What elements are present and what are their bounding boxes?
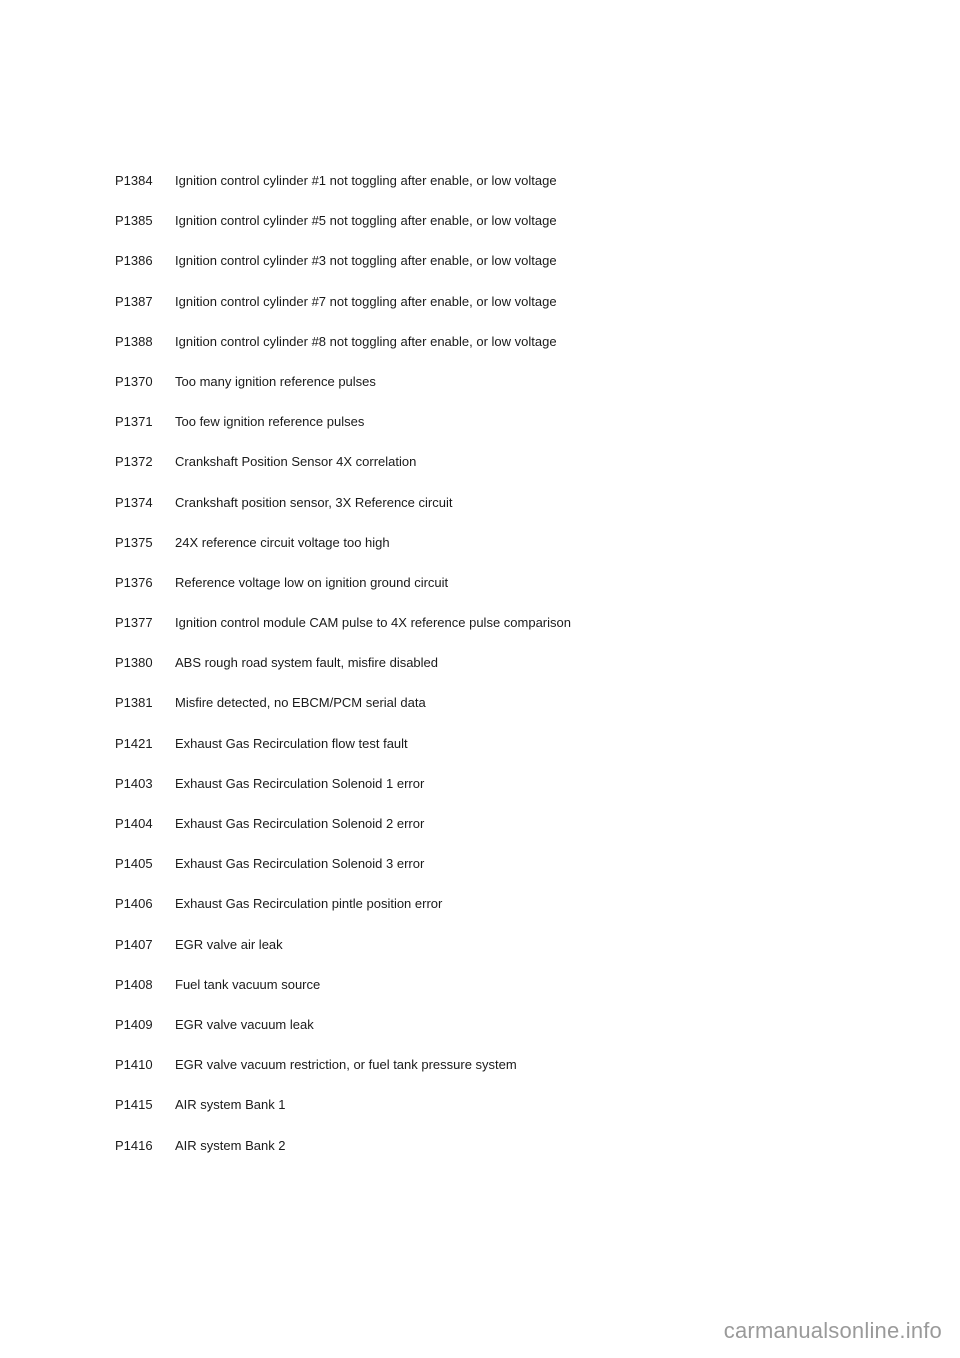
trouble-code-description: Exhaust Gas Recirculation Solenoid 3 error [175,856,425,872]
code-row [115,1016,915,1056]
code-row [115,574,915,614]
code-row [115,815,915,855]
code-row [115,494,915,534]
trouble-code-description: Crankshaft Position Sensor 4X correlation [175,454,417,470]
trouble-code: P1385 [115,213,153,229]
trouble-code: P1380 [115,655,153,671]
code-row [115,252,915,292]
trouble-code: P1406 [115,896,153,912]
trouble-code: P1377 [115,615,153,631]
code-row [115,895,915,935]
trouble-code: P1381 [115,695,153,711]
trouble-code: P1404 [115,816,153,831]
code-row [115,212,915,252]
trouble-code-description: Crankshaft position sensor, 3X Reference circuit [175,494,453,510]
code-row [115,775,915,815]
trouble-code-description: Ignition control cylinder #3 not toggling after enable, or low voltage [175,253,557,269]
code-row [115,654,915,694]
code-row [115,614,915,654]
trouble-code: P1408 [115,976,153,992]
trouble-code-description: EGR valve vacuum restriction, or fuel tank pressure system [175,1057,517,1073]
trouble-code: P1415 [115,1097,153,1113]
trouble-code-description: AIR system Bank 2 [175,1137,286,1153]
trouble-code-description: ABS rough road system fault, misfire disabled [175,655,439,671]
trouble-code-description: Ignition control cylinder #7 not toggling after enable, or low voltage [175,293,557,309]
trouble-code: P1374 [115,494,153,510]
trouble-code-description: Reference voltage low on ignition ground circuit [175,574,449,590]
trouble-code: P1375 [115,534,153,550]
trouble-code: P1409 [115,1016,153,1032]
trouble-code-description: Ignition control cylinder #1 not toggling after enable, or low voltage [175,173,557,188]
code-row [115,735,915,775]
trouble-code: P1405 [115,856,153,872]
code-row [115,293,915,333]
trouble-code: P1421 [115,735,153,751]
trouble-code-description: EGR valve air leak [175,936,283,952]
trouble-code: P1384 [115,173,153,188]
code-row [115,413,915,453]
trouble-code-description: AIR system Bank 1 [175,1097,286,1113]
trouble-code-description: Exhaust Gas Recirculation Solenoid 2 error [175,816,425,831]
watermark: carmanualsonline.info [723,1318,942,1343]
trouble-code-description: Fuel tank vacuum source [175,976,321,992]
trouble-code: P1416 [115,1137,153,1153]
code-row [115,694,915,734]
trouble-code: P1407 [115,936,153,952]
code-row [115,855,915,895]
trouble-code: P1371 [115,414,153,430]
code-row [115,1056,915,1096]
trouble-code: P1386 [115,253,153,269]
trouble-code-description: 24X reference circuit voltage too high [175,534,390,550]
code-row [115,1137,915,1177]
trouble-code-description: Too many ignition reference pulses [175,373,376,389]
trouble-code-description: Exhaust Gas Recirculation pintle position error [175,896,443,912]
trouble-code: P1370 [115,373,153,389]
trouble-code-description: Ignition control cylinder #5 not toggling after enable, or low voltage [175,213,557,229]
code-row [115,333,915,373]
trouble-code: P1410 [115,1057,153,1073]
trouble-code: P1376 [115,574,153,590]
trouble-code: P1372 [115,454,153,470]
trouble-code-description: Exhaust Gas Recirculation flow test fault [175,735,408,751]
trouble-code: P1388 [115,333,153,349]
trouble-code-description: Ignition control module CAM pulse to 4X reference pulse comparison [175,615,571,631]
trouble-code-description: Misfire detected, no EBCM/PCM serial data [175,695,426,711]
code-row [115,976,915,1016]
trouble-code-description: Exhaust Gas Recirculation Solenoid 1 error [175,775,425,791]
trouble-code-description: EGR valve vacuum leak [175,1016,314,1032]
code-row [115,172,915,212]
code-row [115,453,915,493]
code-row [115,1096,915,1136]
trouble-code: P1387 [115,293,153,309]
code-row [115,936,915,976]
trouble-code-description: Too few ignition reference pulses [175,414,365,430]
trouble-code: P1403 [115,775,153,791]
code-row [115,534,915,574]
code-row [115,373,915,413]
trouble-code-description: Ignition control cylinder #8 not toggling after enable, or low voltage [175,333,557,349]
trouble-code-list [115,172,915,1177]
